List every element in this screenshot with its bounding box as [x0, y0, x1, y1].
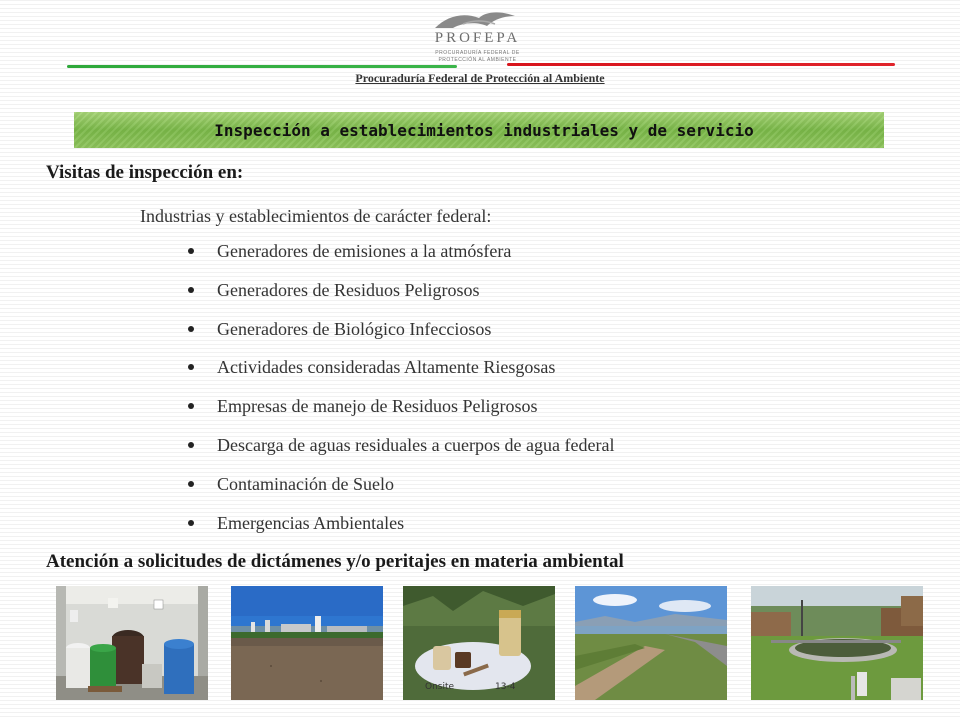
photo-landscape-road	[575, 586, 727, 700]
bullet-icon	[188, 287, 194, 293]
photo-waste-drums	[56, 586, 208, 700]
bullet-icon	[188, 520, 194, 526]
bullet-icon	[188, 364, 194, 370]
list-item: Generadores de Residuos Peligrosos	[188, 277, 614, 316]
green-rule	[67, 65, 457, 68]
list-item: Descarga de aguas residuales a cuerpos de agua federal	[188, 432, 614, 471]
list-item: Generadores de Biológico Infecciosos	[188, 316, 614, 355]
agency-name: Procuraduría Federal de Protección al Ambiente	[355, 71, 605, 85]
red-rule	[507, 63, 895, 66]
bullet-icon	[188, 403, 194, 409]
logo-subtitle-2: PROTECCIÓN AL AMBIENTE	[438, 57, 517, 63]
photo-water-treatment	[751, 586, 923, 700]
sample-label-right: 13-4	[495, 682, 516, 692]
bullet-icon	[188, 442, 194, 448]
photo-soil-samples	[403, 586, 555, 700]
inspection-list	[188, 238, 614, 548]
list-item: Actividades consideradas Altamente Riesgosas	[188, 354, 614, 393]
intro-text: Industrias y establecimientos de carácter federal:	[140, 206, 492, 226]
list-item: Empresas de manejo de Residuos Peligrosos	[188, 393, 614, 432]
heading-attention: Atención a solicitudes de dictámenes y/o peritajes en materia ambiental	[46, 551, 624, 572]
banner-title: Inspección a establecimientos industriales y de servicio	[214, 120, 754, 140]
profepa-logo	[415, 8, 540, 66]
eagle-emblem-icon	[433, 8, 523, 32]
logo-wordmark: PROFEPA	[434, 30, 521, 46]
list-item: Emergencias Ambientales	[188, 510, 614, 549]
title-banner	[74, 112, 884, 148]
logo-subtitle-1: PROCURADURÍA FEDERAL DE	[435, 50, 520, 56]
list-item: Generadores de emisiones a la atmósfera	[188, 238, 614, 277]
list-item: Contaminación de Suelo	[188, 471, 614, 510]
photo-industrial-plant	[231, 586, 383, 700]
sample-label-left: Onsite	[425, 682, 455, 692]
heading-visits: Visitas de inspección en:	[46, 162, 244, 183]
bullet-icon	[188, 481, 194, 487]
bullet-icon	[188, 248, 194, 254]
bullet-icon	[188, 326, 194, 332]
